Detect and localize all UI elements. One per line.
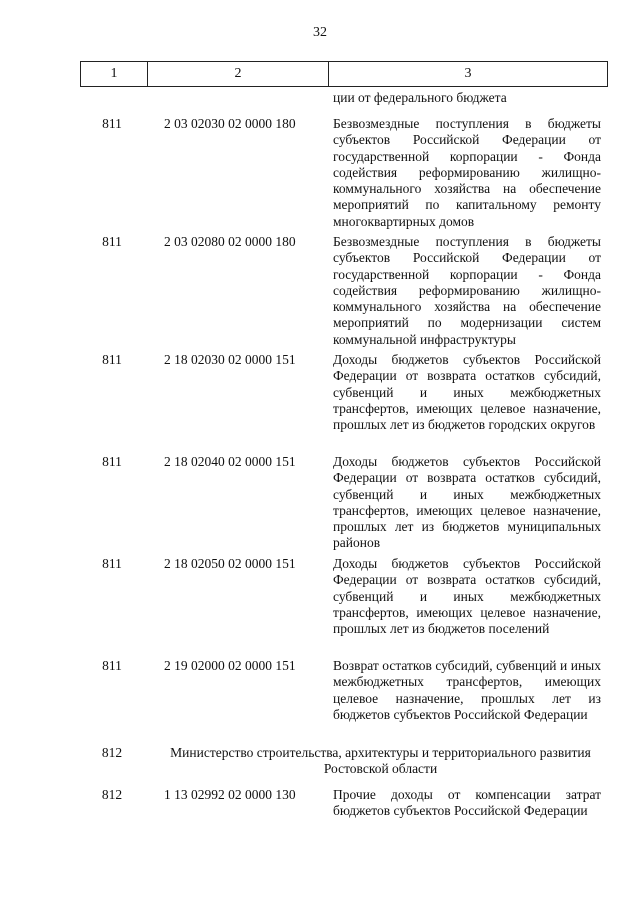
continuation-text: ции от федерального бюджета [333,90,507,105]
budget-code: 2 18 02040 02 0000 151 [164,454,296,469]
budget-code: 2 03 02030 02 0000 180 [164,116,296,131]
admin-code: 811 [102,116,122,131]
admin-code: 811 [102,454,122,469]
admin-code: 811 [102,658,122,673]
revenue-description: Возврат остатков субсидий, субвенций и иных межбюджетных трансфертов, имеющих целевое назначение, прошлых лет из бюджетов субъектов Российской Федерации [333,658,601,722]
revenue-description: Доходы бюджетов субъектов Российской Федерации от возврата остатков субсидий, субвенций и иных межбюджетных трансфертов, имеющих целевое назначение, прошлых лет из бюджетов поселений [333,556,601,637]
admin-code: 812 [101,745,123,760]
table-header [80,61,608,87]
revenue-description: Доходы бюджетов субъектов Российской Федерации от возврата остатков субсидий, субвенций и иных межбюджетных трансфертов, имеющих целевое назначение, прошлых лет из бюджетов муниципальных районов [333,454,601,551]
column-header-2: 2 [148,62,329,87]
admin-code: 811 [102,352,122,367]
budget-code: 1 13 02992 02 0000 130 [164,787,296,802]
column-header-3: 3 [329,62,608,87]
revenue-description: Безвозмездные поступления в бюджеты субъектов Российской Федерации от государственной корпорации - Фонда содействия реформированию жилищно-коммунального хозяйства на обеспечение мероприятий по модернизации систем коммунальной инфраструктуры [333,234,601,347]
budget-code: 2 03 02080 02 0000 180 [164,234,296,249]
revenue-description: Доходы бюджетов субъектов Российской Федерации от возврата остатков субсидий, субвенций и иных межбюджетных трансфертов, имеющих целевое назначение, прошлых лет из бюджетов городских округов [333,352,601,433]
page-number: 32 [313,25,327,40]
budget-code: 2 18 02030 02 0000 151 [164,352,296,367]
budget-code: 2 18 02050 02 0000 151 [164,556,296,571]
admin-code: 811 [102,234,122,249]
ministry-name: Министерство строительства, архитектуры и территориального развития Ростовской области [170,745,591,777]
admin-code: 812 [101,787,123,802]
column-header-1: 1 [81,62,148,87]
revenue-description: Безвозмездные поступления в бюджеты субъектов Российской Федерации от государственной корпорации - Фонда содействия реформированию жилищно-коммунального хозяйства на обеспечение мероприятий по капитальному ремонту многоквартирных домов [333,116,601,229]
budget-code: 2 19 02000 02 0000 151 [164,658,296,673]
revenue-description: Прочие доходы от компенсации затрат бюджетов субъектов Российской Федерации [333,787,601,819]
admin-code: 811 [102,556,122,571]
